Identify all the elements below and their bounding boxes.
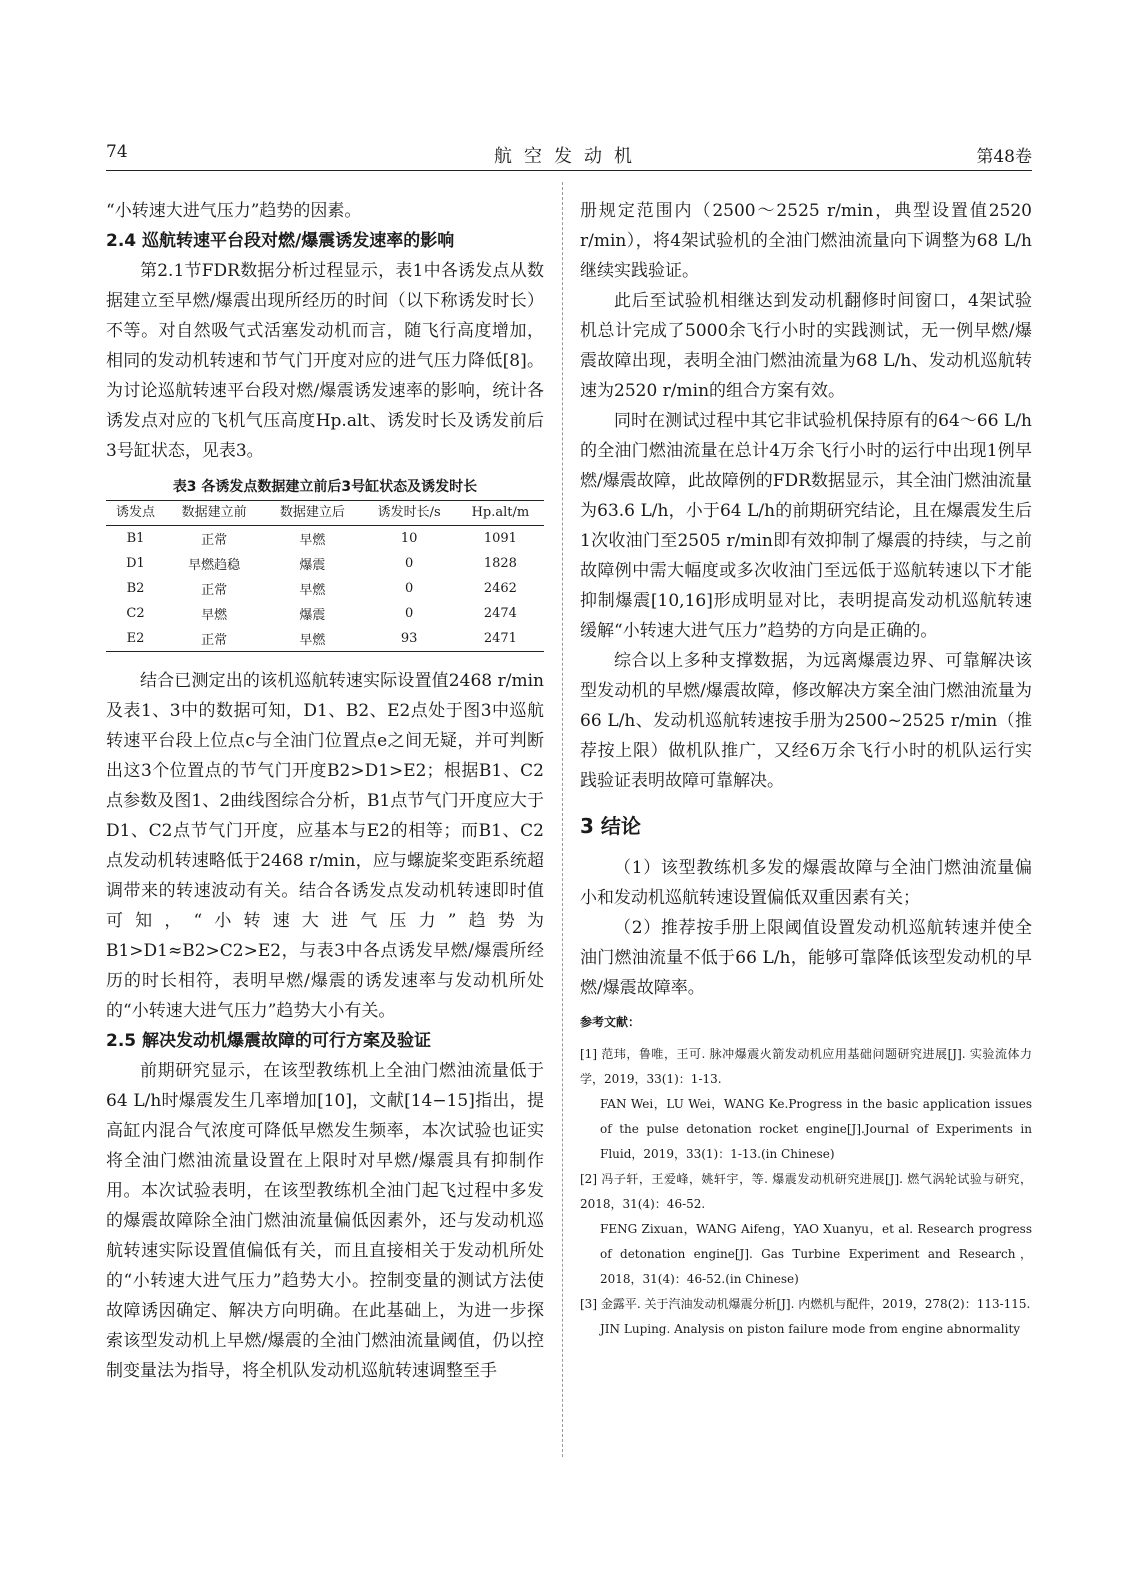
table-cell: 93 — [362, 626, 457, 652]
table-cell: 1828 — [483, 556, 517, 571]
paragraph: 前期研究显示，在该型教练机上全油门燃油流量低于64 L/h时爆震发生几率增加[10]，文献[14−15]指出，提高缸内混合气浓度可降低早燃发生频率，本次试验也证实将全油门燃油流量设置在上限时对早燃/爆震具有抑制作用。本次试验表明，在该型教练机全油门起飞过程中多发的爆震故障除全油门燃油流量偏低因素外，还与发动机巡航转速实际设置值偏低有关，而且直接相关于发动机所处的“小转速大进气压力”趋势大小。控制变量的测试方法使故障诱因确定、解决方向明确。在此基础上，为进一步探索该型发动机上早燃/爆震的全油门燃油流量阈值，仍以控制变量法为指导，将全机队发动机巡航转速调整至手 — [106, 1061, 544, 1381]
table-header-cell: 诱发时长/s — [362, 501, 457, 526]
table-cell: D1 — [126, 556, 145, 571]
reference-item — [580, 1292, 1032, 1342]
page-header — [106, 142, 1032, 170]
table-row — [106, 626, 544, 652]
table-cell: 爆震 — [299, 608, 326, 623]
paragraph: 同时在测试过程中其它非试验机保持原有的64～66 L/h的全油门燃油流量在总计4万余飞行小时的运行中出现1例早燃/爆震故障，此故障例的FDR数据显示，其全油门燃油流量为63.6 L/h，小于64 L/h的前期研究结论，且在爆震发生后1次收油门至2505 r/min即有效抑制了爆震的持续，与之前故障例中需大幅度或多次收油门至远低于巡航转速以下才能抑制爆震[10,16]形成明显对比，表明提高发动机巡航转速缓解“小转速大进气压力”趋势的方向是正确的。 — [580, 411, 1032, 641]
journal-title: 航空发动机 — [494, 146, 644, 167]
table-cell: 早燃 — [263, 626, 361, 652]
table-header-row — [106, 501, 544, 526]
table-cell: 爆震 — [299, 558, 326, 573]
table-cell: B2 — [126, 581, 145, 596]
table-cell: 正常 — [201, 583, 228, 598]
table-cell: 0 — [405, 556, 414, 571]
reference-item — [580, 1167, 1032, 1292]
table-cell: B1 — [126, 531, 145, 546]
table-row — [106, 526, 544, 552]
data-table — [106, 500, 544, 652]
table-caption: 表3 各诱发点数据建立前后3号缸状态及诱发时长 — [172, 479, 478, 495]
paragraph: “小转速大进气压力”趋势的因素。 — [106, 201, 362, 221]
left-column — [106, 196, 544, 1386]
table-header-cell: Hp.alt/m — [457, 501, 544, 526]
references-heading: 参考文献： — [580, 1015, 641, 1029]
section-heading-2-4: 2.4 巡航转速平台段对燃/爆震诱发速率的影响 — [106, 231, 455, 251]
reference-en: FAN Wei，LU Wei，WANG Ke.Progress in the basic application issues of the pulse detonation rocket engine[J].Journal of Experiments in Fluid，2019，33(1)：1-13.(in Chinese) — [600, 1097, 1032, 1161]
column-divider — [562, 182, 563, 1457]
table-cell: 早燃趋稳 — [188, 558, 241, 573]
table-cell: 0 — [405, 581, 414, 596]
table-cell: 早燃 — [299, 583, 326, 598]
table-cell: 10 — [400, 531, 418, 546]
paragraph: 结合已测定出的该机巡航转速实际设置值2468 r/min及表1、3中的数据可知，D1、B2、E2点处于图3中巡航转速平台段上位点c与全油门位置点e之间无疑，并可判断出这3个位置点的节气门开度B2>D1>E2；根据B1、C2点参数及图1、2曲线图综合分析，B1点节气门开度应大于D1、C2点节气门开度，应基本与E2的相等；而B1、C2点发动机转速略低于2468 r/min，应与螺旋桨变距系统超调带来的转速波动有关。结合各诱发点发动机转速即时值可知，“小转速大进气压力”趋势为B1>D1≈B2>C2>E2，与表3中各点诱发早燃/爆震所经历的时长相符，表明早燃/爆震的诱发速率与发动机所处的“小转速大进气压力”趋势大小有关。 — [106, 671, 544, 1021]
reference-item — [580, 1042, 1032, 1167]
page-number: 74 — [106, 142, 128, 162]
section-heading-2-5: 2.5 解决发动机爆震故障的可行方案及验证 — [106, 1031, 432, 1051]
reference-cn: [3] 金露平. 关于汽油发动机爆震分析[J]. 内燃机与配件，2019，278(2)：113-115. — [580, 1297, 1031, 1311]
table-cell: 0 — [405, 606, 414, 621]
conclusion-item-2: （2）推荐按手册上限阈值设置发动机巡航转速并使全油门燃油流量不低于66 L/h，能够可靠降低该型发动机的早燃/爆震故障率。 — [580, 918, 1032, 998]
paragraph: 综合以上多种支撑数据，为远离爆震边界、可靠解决该型发动机的早燃/爆震故障，修改解决方案全油门燃油流量为66 L/h、发动机巡航转速按手册为2500~2525 r/min（推荐按上限）做机队推广，又经6万余飞行小时的机队运行实践验证表明故障可靠解决。 — [580, 651, 1032, 791]
table-cell: 1091 — [483, 531, 517, 546]
table-cell: 正常 — [201, 533, 228, 548]
reference-en: JIN Luping. Analysis on piston failure mode from engine abnormality — [600, 1322, 1021, 1336]
table-row — [106, 551, 544, 576]
reference-cn: [2] 冯子轩，王爱峰，姚轩宇，等. 爆震发动机研究进展[J]. 燃气涡轮试验与研究，2018，31(4)：46-52. — [580, 1172, 1032, 1211]
paragraph: 此后至试验机相继达到发动机翻修时间窗口，4架试验机总计完成了5000余飞行小时的实践测试，无一例早燃/爆震故障出现，表明全油门燃油流量为68 L/h、发动机巡航转速为2520 r/min的组合方案有效。 — [580, 291, 1032, 401]
paragraph: 册规定范围内（2500～2525 r/min，典型设置值2520 r/min），将4架试验机的全油门燃油流量向下调整为68 L/h继续实践验证。 — [580, 201, 1032, 281]
table-cell: E2 — [106, 626, 165, 652]
table-cell: 早燃 — [201, 608, 228, 623]
table-cell: 早燃 — [299, 533, 326, 548]
right-column — [580, 196, 1032, 1342]
reference-cn: [1] 范玮，鲁唯，王可. 脉冲爆震火箭发动机应用基础问题研究进展[J]. 实验流体力学，2019，33(1)：1-13. — [580, 1047, 1032, 1086]
paragraph: 第2.1节FDR数据分析过程显示，表1中各诱发点从数据建立至早燃/爆震出现所经历的时间（以下称诱发时长）不等。对自然吸气式活塞发动机而言，随飞行高度增加，相同的发动机转速和节气门开度对应的进气压力降低[8]。为讨论巡航转速平台段对燃/爆震诱发速率的影响，统计各诱发点对应的飞机气压高度Hp.alt、诱发时长及诱发前后3号缸状态，见表3。 — [106, 261, 544, 461]
table-header-cell: 数据建立前 — [165, 501, 263, 526]
table-cell: 2474 — [483, 606, 517, 621]
table-header-cell: 数据建立后 — [263, 501, 361, 526]
header-rule — [106, 170, 1032, 171]
conclusion-item-1: （1）该型教练机多发的爆震故障与全油门燃油流量偏小和发动机巡航转速设置偏低双重因素有关； — [580, 858, 1032, 908]
reference-en: FENG Zixuan，WANG Aifeng，YAO Xuanyu，et al. Research progress of detonation engine[J]. Gas Turbine Experiment and Research，2018，31(4)：46-52.(in Chinese) — [600, 1222, 1032, 1286]
table-cell: 2462 — [483, 581, 517, 596]
table-row — [106, 601, 544, 626]
section-heading-3: 3 结论 — [580, 814, 641, 838]
volume-label: 第48卷 — [976, 147, 1032, 167]
table-header-cell: 诱发点 — [106, 501, 165, 526]
table-cell: C2 — [126, 606, 145, 621]
table-cell: 2471 — [457, 626, 544, 652]
table-row — [106, 576, 544, 601]
table-cell: 正常 — [165, 626, 263, 652]
